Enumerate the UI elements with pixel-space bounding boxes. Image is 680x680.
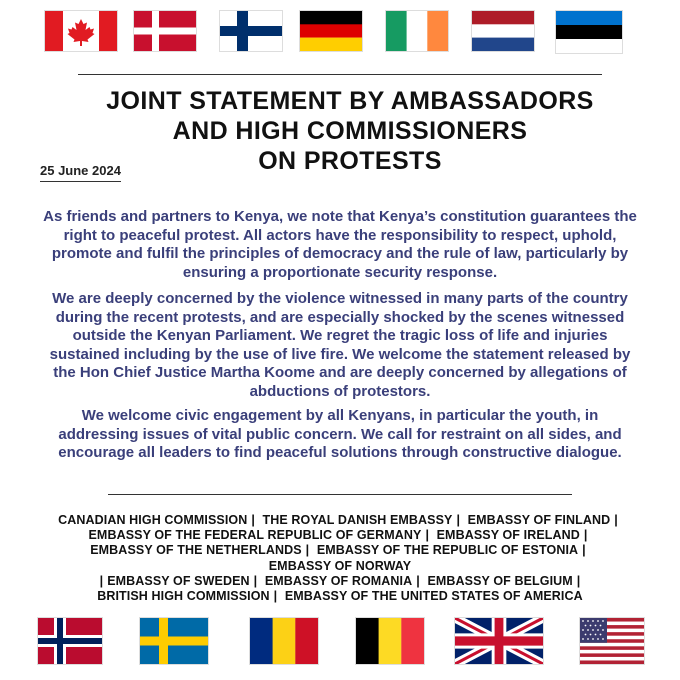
- finland-flag-icon: [220, 11, 282, 51]
- canada-flag-icon: [45, 11, 117, 51]
- signatory-estonia: EMBASSY OF THE REPUBLIC OF ESTONIA: [316, 543, 579, 558]
- norway-flag-icon: [38, 618, 102, 664]
- germany-flag-icon: [300, 11, 362, 51]
- bottom-divider: [108, 494, 572, 495]
- paragraph-3: We welcome civic engagement by all Kenyans, in particular the youth, in addressing issues of vital public concern. We call for restraint on all sides, and encourage all leaders to find peaceful solutions through constructive dialogue.: [58, 407, 622, 461]
- signatory-germany: EMBASSY OF THE FEDERAL REPUBLIC OF GERMANY: [88, 528, 422, 543]
- paragraph-1: As friends and partners to Kenya, we note that Kenya’s constitution guarantees the right to peaceful protest. All actors have the responsibility to respect, uphold, promote and fulfil the principles of democracy and the rule of law, particularly by ensuring a proportionate security response.: [43, 208, 637, 281]
- romania-flag-icon: [250, 618, 318, 664]
- sweden-flag-icon: [140, 618, 208, 664]
- separator: |: [273, 589, 278, 604]
- signatory-denmark: THE ROYAL DANISH EMBASSY: [262, 513, 453, 527]
- signatory-romania: EMBASSY OF ROMANIA: [264, 573, 413, 588]
- separator: |: [253, 573, 258, 588]
- signatory-uk: BRITISH HIGH COMMISSION: [97, 589, 270, 604]
- signatory-sweden: EMBASSY OF SWEDEN: [107, 573, 250, 588]
- paragraph-2: We are deeply concerned by the violence witnessed in many parts of the country during the recent protests, and are especially shocked by the scenes witnessed outside the Kenyan Parliament. We regret the tragic loss of life and injuries sustained including by the use of live fire. We welcome the statement released by the Hon Chief Justice Martha Koome and are deeply concerned by allegations of abductions of protestors.: [49, 290, 631, 400]
- title-line-2: AND HIGH COMMISSIONERS: [172, 117, 528, 145]
- belgium-flag-icon: [356, 618, 424, 664]
- signatory-usa: EMBASSY OF THE UNITED STATES OF AMERICA: [284, 589, 583, 604]
- signatory-belgium: EMBASSY OF BELGIUM: [427, 573, 573, 588]
- signatory-netherlands: EMBASSY OF THE NETHERLANDS: [90, 543, 302, 558]
- separator: |: [99, 573, 104, 588]
- signatory-ireland: EMBASSY OF IRELAND: [436, 528, 580, 543]
- title-line-1: JOINT STATEMENT BY AMBASSADORS: [106, 87, 594, 115]
- signatories-list: [18, 513, 662, 604]
- top-divider: [78, 74, 602, 75]
- signatory-canada: CANADIAN HIGH COMMISSION: [58, 513, 248, 527]
- separator: |: [583, 528, 588, 543]
- netherlands-flag-icon: [472, 11, 534, 51]
- denmark-flag-icon: [134, 11, 196, 51]
- separator: |: [456, 513, 461, 527]
- separator: |: [576, 573, 581, 588]
- signatory-finland: EMBASSY OF FINLAND: [467, 513, 611, 527]
- usa-flag-icon: [580, 618, 644, 664]
- separator: |: [305, 543, 310, 558]
- separator: |: [582, 543, 586, 558]
- estonia-flag-icon: [556, 11, 622, 53]
- statement-date: 25 June 2024: [40, 163, 121, 182]
- page-title: [60, 86, 640, 176]
- ireland-flag-icon: [386, 11, 448, 51]
- uk-flag-icon: [455, 618, 543, 664]
- separator: |: [614, 513, 618, 527]
- separator: |: [425, 528, 430, 543]
- separator: |: [251, 513, 255, 527]
- title-line-3: ON PROTESTS: [258, 147, 442, 175]
- separator: |: [416, 573, 420, 588]
- signatory-norway: EMBASSY OF NORWAY: [268, 558, 412, 573]
